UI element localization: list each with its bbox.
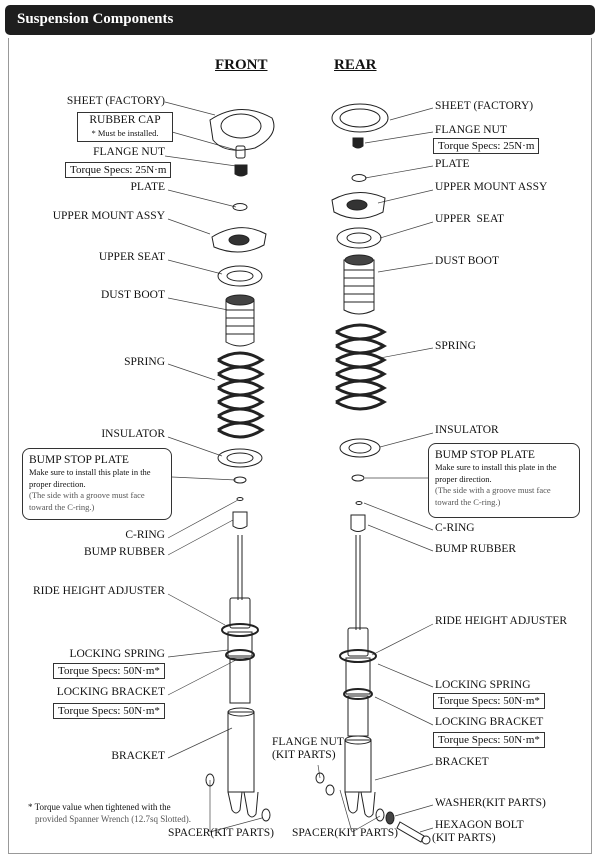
bump-stop-title: BUMP STOP PLATE xyxy=(435,449,535,461)
front-flange-nut-torque: Torque Specs: 25N·m xyxy=(65,162,171,178)
front-bump-rubber-label: BUMP RUBBER xyxy=(83,546,165,558)
rear-flange-nut-torque: Torque Specs: 25N·m xyxy=(433,138,539,154)
front-sheet-label: SHEET (FACTORY) xyxy=(66,95,165,107)
rear-washer-label: WASHER(KIT PARTS) xyxy=(435,797,546,809)
footnote xyxy=(28,801,191,825)
front-upper-mount-label: UPPER MOUNT ASSY xyxy=(52,210,165,222)
bump-stop-line2: (The side with a groove must face toward the C-ring.) xyxy=(435,485,551,507)
footnote-line2: provided Spanner Wrench (12.7sq Slotted). xyxy=(35,814,191,824)
rear-locking-spring-label: LOCKING SPRING xyxy=(435,679,531,691)
rear-bracket-label: BRACKET xyxy=(435,756,489,768)
rear-spring-label: SPRING xyxy=(435,340,476,352)
rear-spacer-label: SPACER(KIT PARTS) xyxy=(292,827,398,839)
bump-stop-title: BUMP STOP PLATE xyxy=(29,454,129,466)
leader-lines xyxy=(165,102,433,832)
rear-heading: REAR xyxy=(334,57,377,73)
rear-ride-height-label: RIDE HEIGHT ADJUSTER xyxy=(435,615,568,627)
front-locking-bracket-label: LOCKING BRACKET xyxy=(56,686,165,698)
front-ride-height-label: RIDE HEIGHT ADJUSTER xyxy=(32,585,165,597)
front-dust-boot-label: DUST BOOT xyxy=(100,289,165,301)
front-bracket-label: BRACKET xyxy=(111,750,165,762)
front-c-ring-label: C-RING xyxy=(125,529,165,541)
rear-locking-spring-torque: Torque Specs: 50N·m* xyxy=(433,693,545,709)
front-heading: FRONT xyxy=(215,57,268,73)
rubber-cap-label: RUBBER CAP xyxy=(89,114,161,126)
front-locking-spring-label: LOCKING SPRING xyxy=(69,648,165,660)
front-spring-label: SPRING xyxy=(124,356,165,368)
rear-insulator-label: INSULATOR xyxy=(435,424,499,436)
rear-parts xyxy=(316,104,430,844)
rear-flange-nut-label: FLANGE NUT xyxy=(435,124,507,136)
bump-stop-line1: Make sure to install this plate in the proper direction. xyxy=(29,467,151,489)
rear-locking-bracket-torque: Torque Specs: 50N·m* xyxy=(433,732,545,748)
bump-stop-line2: (The side with a groove must face toward the C-ring.) xyxy=(29,490,145,512)
front-flange-nut-label: FLANGE NUT xyxy=(93,146,165,158)
rear-flange-nut-kit-label2: (KIT PARTS) xyxy=(272,749,336,761)
footnote-line1: * Torque value when tightened with the xyxy=(28,802,171,812)
front-rubber-cap-box xyxy=(77,112,173,142)
header-title: Suspension Components xyxy=(17,11,174,27)
rear-bump-rubber-label: BUMP RUBBER xyxy=(435,543,517,555)
rear-flange-nut-kit-label: FLANGE NUT xyxy=(272,736,344,748)
front-locking-bracket-torque: Torque Specs: 50N·m* xyxy=(53,703,165,719)
rear-locking-bracket-label: LOCKING BRACKET xyxy=(435,716,544,728)
rear-upper-mount-label: UPPER MOUNT ASSY xyxy=(435,181,548,193)
bump-stop-line1: Make sure to install this plate in the proper direction. xyxy=(435,462,557,484)
front-parts xyxy=(206,109,274,821)
front-bump-stop-note xyxy=(22,448,172,520)
rear-c-ring-label: C-RING xyxy=(435,522,475,534)
front-insulator-label: INSULATOR xyxy=(101,428,165,440)
front-plate-label: PLATE xyxy=(130,181,165,193)
rear-hex-bolt-kit-label: (KIT PARTS) xyxy=(432,832,496,844)
rear-bump-stop-note xyxy=(428,443,580,518)
rear-hex-bolt-label: HEXAGON BOLT xyxy=(435,819,524,831)
rear-upper-seat-label: UPPER SEAT xyxy=(435,213,505,225)
front-upper-seat-label: UPPER SEAT xyxy=(98,251,165,263)
rear-dust-boot-label: DUST BOOT xyxy=(435,255,500,267)
rear-sheet-label: SHEET (FACTORY) xyxy=(435,100,534,112)
front-spacer-label: SPACER(KIT PARTS) xyxy=(168,827,274,839)
rear-plate-label: PLATE xyxy=(435,158,470,170)
front-locking-spring-torque: Torque Specs: 50N·m* xyxy=(53,663,165,679)
rubber-cap-note: * Must be installed. xyxy=(91,128,159,138)
